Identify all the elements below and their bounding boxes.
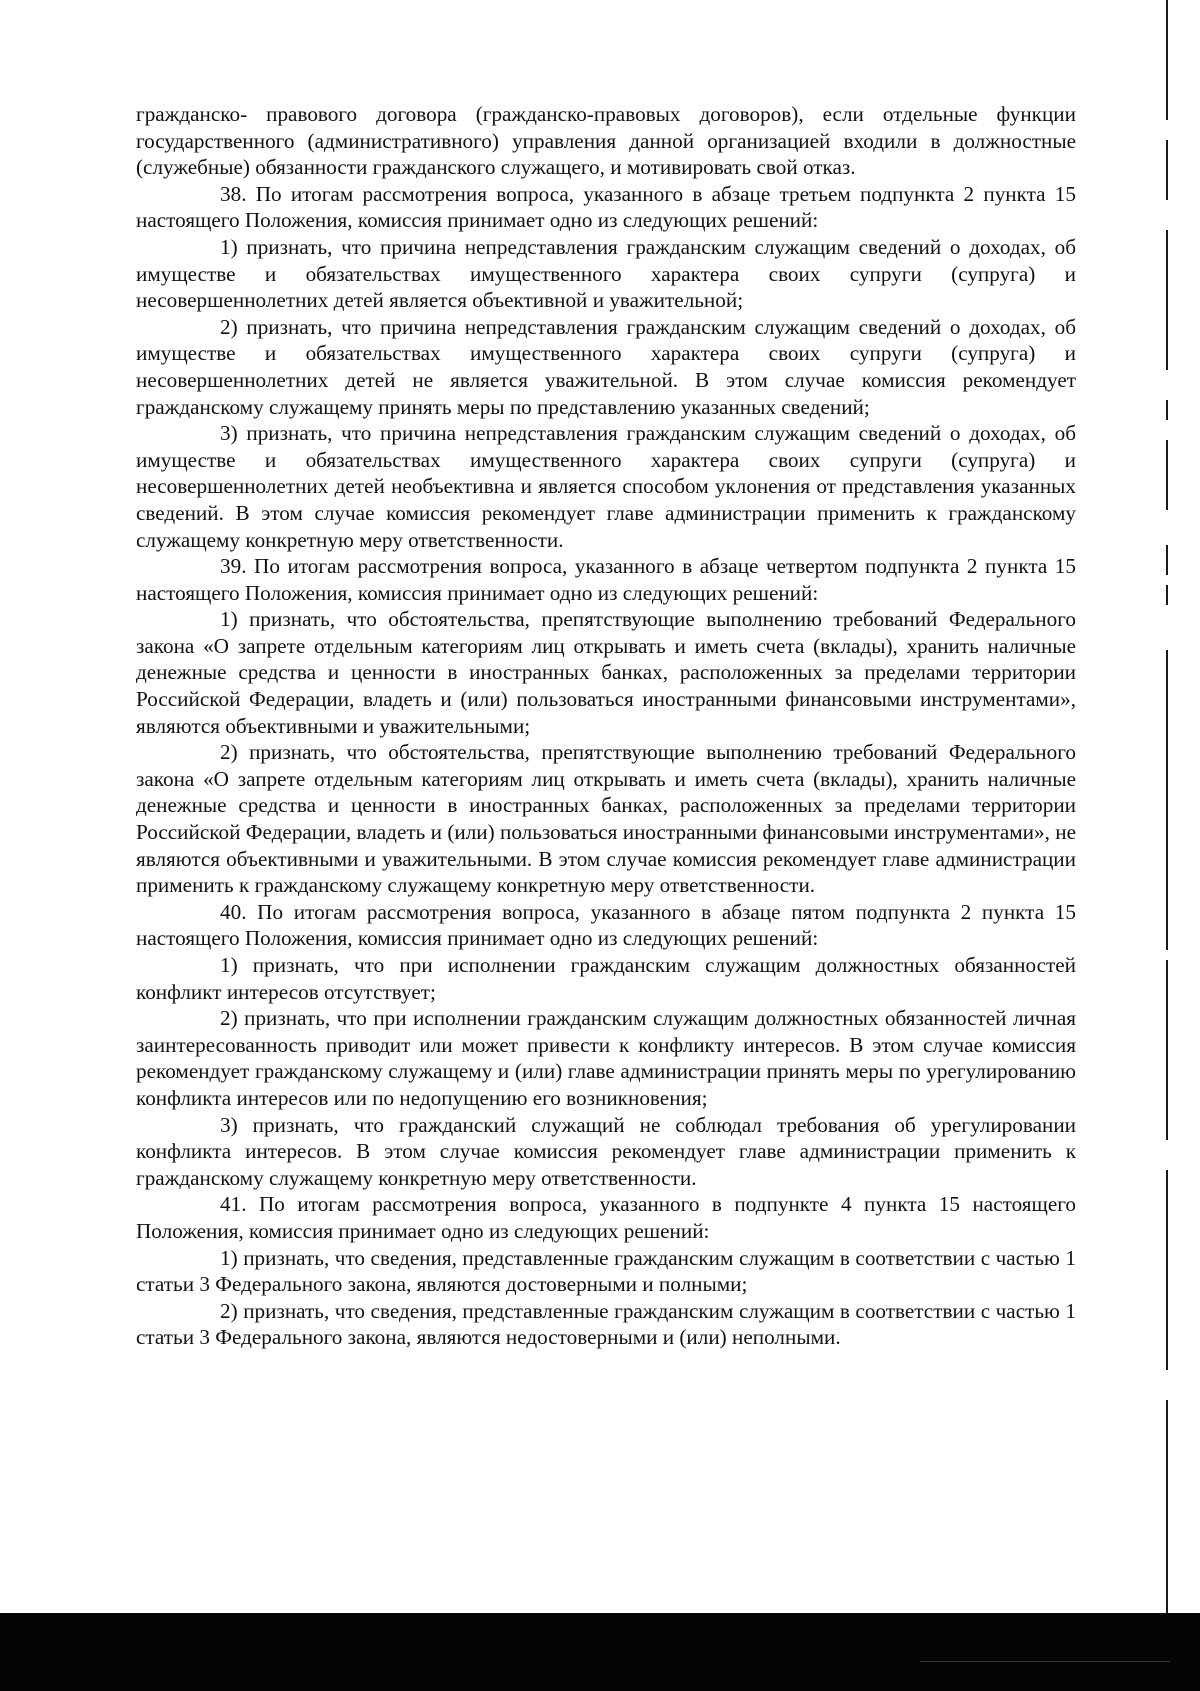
scan-edge-mark <box>1166 400 1168 420</box>
paragraph-39: 39. По итогам рассмотрения вопроса, указанного в абзаце четвертом подпункта 2 пункта 15 настоящего Положения, комиссия принимает одно из следующих решений: <box>136 554 1076 605</box>
paragraph-38-item-1: 1) признать, что причина непредставления гражданским служащим сведений о доходах, об имуществе и обязательствах имущественного характера своих супруги (супруга) и несовершеннолетних детей является объективной и уважительной; <box>136 234 1076 313</box>
scan-bottom-border <box>0 1613 1200 1691</box>
scan-edge-mark <box>1166 1170 1168 1370</box>
paragraph-41: 41. По итогам рассмотрения вопроса, указанного в подпункте 4 пункта 15 настоящего Положения, комиссия принимает одно из следующих решений: <box>136 1192 1076 1243</box>
paragraph-38-item-2: 2) признать, что причина непредставления гражданским служащим сведений о доходах, об имуществе и обязательствах имущественного характера своих супруги (супруга) и несовершеннолетних детей не является уважительной. В этом случае комиссия рекомендует гражданскому служащему принять меры по представлению указанных сведений; <box>136 314 1076 419</box>
scan-edge-mark <box>1166 230 1168 370</box>
scan-edge-mark <box>1166 480 1168 510</box>
scan-edge-mark <box>1166 440 1168 480</box>
paragraph-41-item-1: 1) признать, что сведения, представленные гражданским служащим в соответствии с частью 1 статьи 3 Федерального закона, являются достоверными и полными; <box>136 1245 1076 1297</box>
scan-edge-mark <box>1166 650 1168 950</box>
scan-edge-mark <box>1166 1400 1168 1613</box>
scan-edge-mark <box>1166 545 1168 575</box>
scan-edge-marks <box>1166 0 1170 1613</box>
scan-edge-mark <box>1166 0 1168 120</box>
document-body <box>136 101 1076 1351</box>
scan-border-line <box>920 1661 1170 1662</box>
paragraph-continuation: гражданско- правового договора (гражданско-правовых договоров), если отдельные функции государственного (административного) управления данной организацией входили в должностные (служебные) обязанности гражданского служащего, и мотивировать свой отказ. <box>136 102 1076 180</box>
paragraph-40-item-2: 2) признать, что при исполнении гражданским служащим должностных обязанностей личная заинтересованность приводит или может привести к конфликту интересов. В этом случае комиссия рекомендует гражданскому служащему и (или) главе администрации принять меры по урегулированию конфликта интересов или по недопущению его возникновения; <box>136 1006 1076 1110</box>
paragraph-40-item-1: 1) признать, что при исполнении гражданским служащим должностных обязанностей конфликт интересов отсутствует; <box>136 953 1076 1004</box>
scan-edge-mark <box>1166 960 1168 1140</box>
paragraph-41-item-2: 2) признать, что сведения, представленные гражданским служащим в соответствии с частью 1 статьи 3 Федерального закона, являются недостоверными и (или) неполными. <box>136 1298 1076 1350</box>
scan-edge-mark <box>1166 140 1168 200</box>
paragraph-38-item-3: 3) признать, что причина непредставления гражданским служащим сведений о доходах, об имуществе и обязательствах имущественного характера своих супруги (супруга) и несовершеннолетних детей необъективна и является способом уклонения от представления указанных сведений. В этом случае комиссия рекомендует главе администрации применить к гражданскому служащему конкретную меру ответственности. <box>136 421 1076 552</box>
paragraph-40: 40. По итогам рассмотрения вопроса, указанного в абзаце пятом подпункта 2 пункта 15 настоящего Положения, комиссия принимает одно из следующих решений: <box>136 899 1076 951</box>
paragraph-39-item-1: 1) признать, что обстоятельства, препятствующие выполнению требований Федерального закона «О запрете отдельным категориям лиц открывать и иметь счета (вклады), хранить наличные денежные средства и ценности в иностранных банках, расположенных за пределами территории Российской Федерации, владеть и (или) пользоваться иностранными финансовыми инструментами», являются объективными и уважительными; <box>136 607 1076 738</box>
paragraph-40-item-3: 3) признать, что гражданский служащий не соблюдал требования об урегулировании конфликта интересов. В этом случае комиссия рекомендует главе администрации применить к гражданскому служащему конкретную меру ответственности. <box>136 1112 1076 1190</box>
paragraph-39-item-2: 2) признать, что обстоятельства, препятствующие выполнению требований Федерального закона «О запрете отдельным категориям лиц открывать и иметь счета (вклады), хранить наличные денежные средства и ценности в иностранных банках, расположенных за пределами территории Российской Федерации, владеть и (или) пользоваться иностранными финансовыми инструментами», не являются объективными и уважительными. В этом случае комиссия рекомендует главе администрации применить к гражданскому служащему конкретную меру ответственности. <box>136 740 1076 898</box>
scan-edge-mark <box>1166 585 1168 605</box>
paragraph-38: 38. По итогам рассмотрения вопроса, указанного в абзаце третьем подпункта 2 пункта 15 настоящего Положения, комиссия принимает одно из следующих решений: <box>136 181 1076 233</box>
